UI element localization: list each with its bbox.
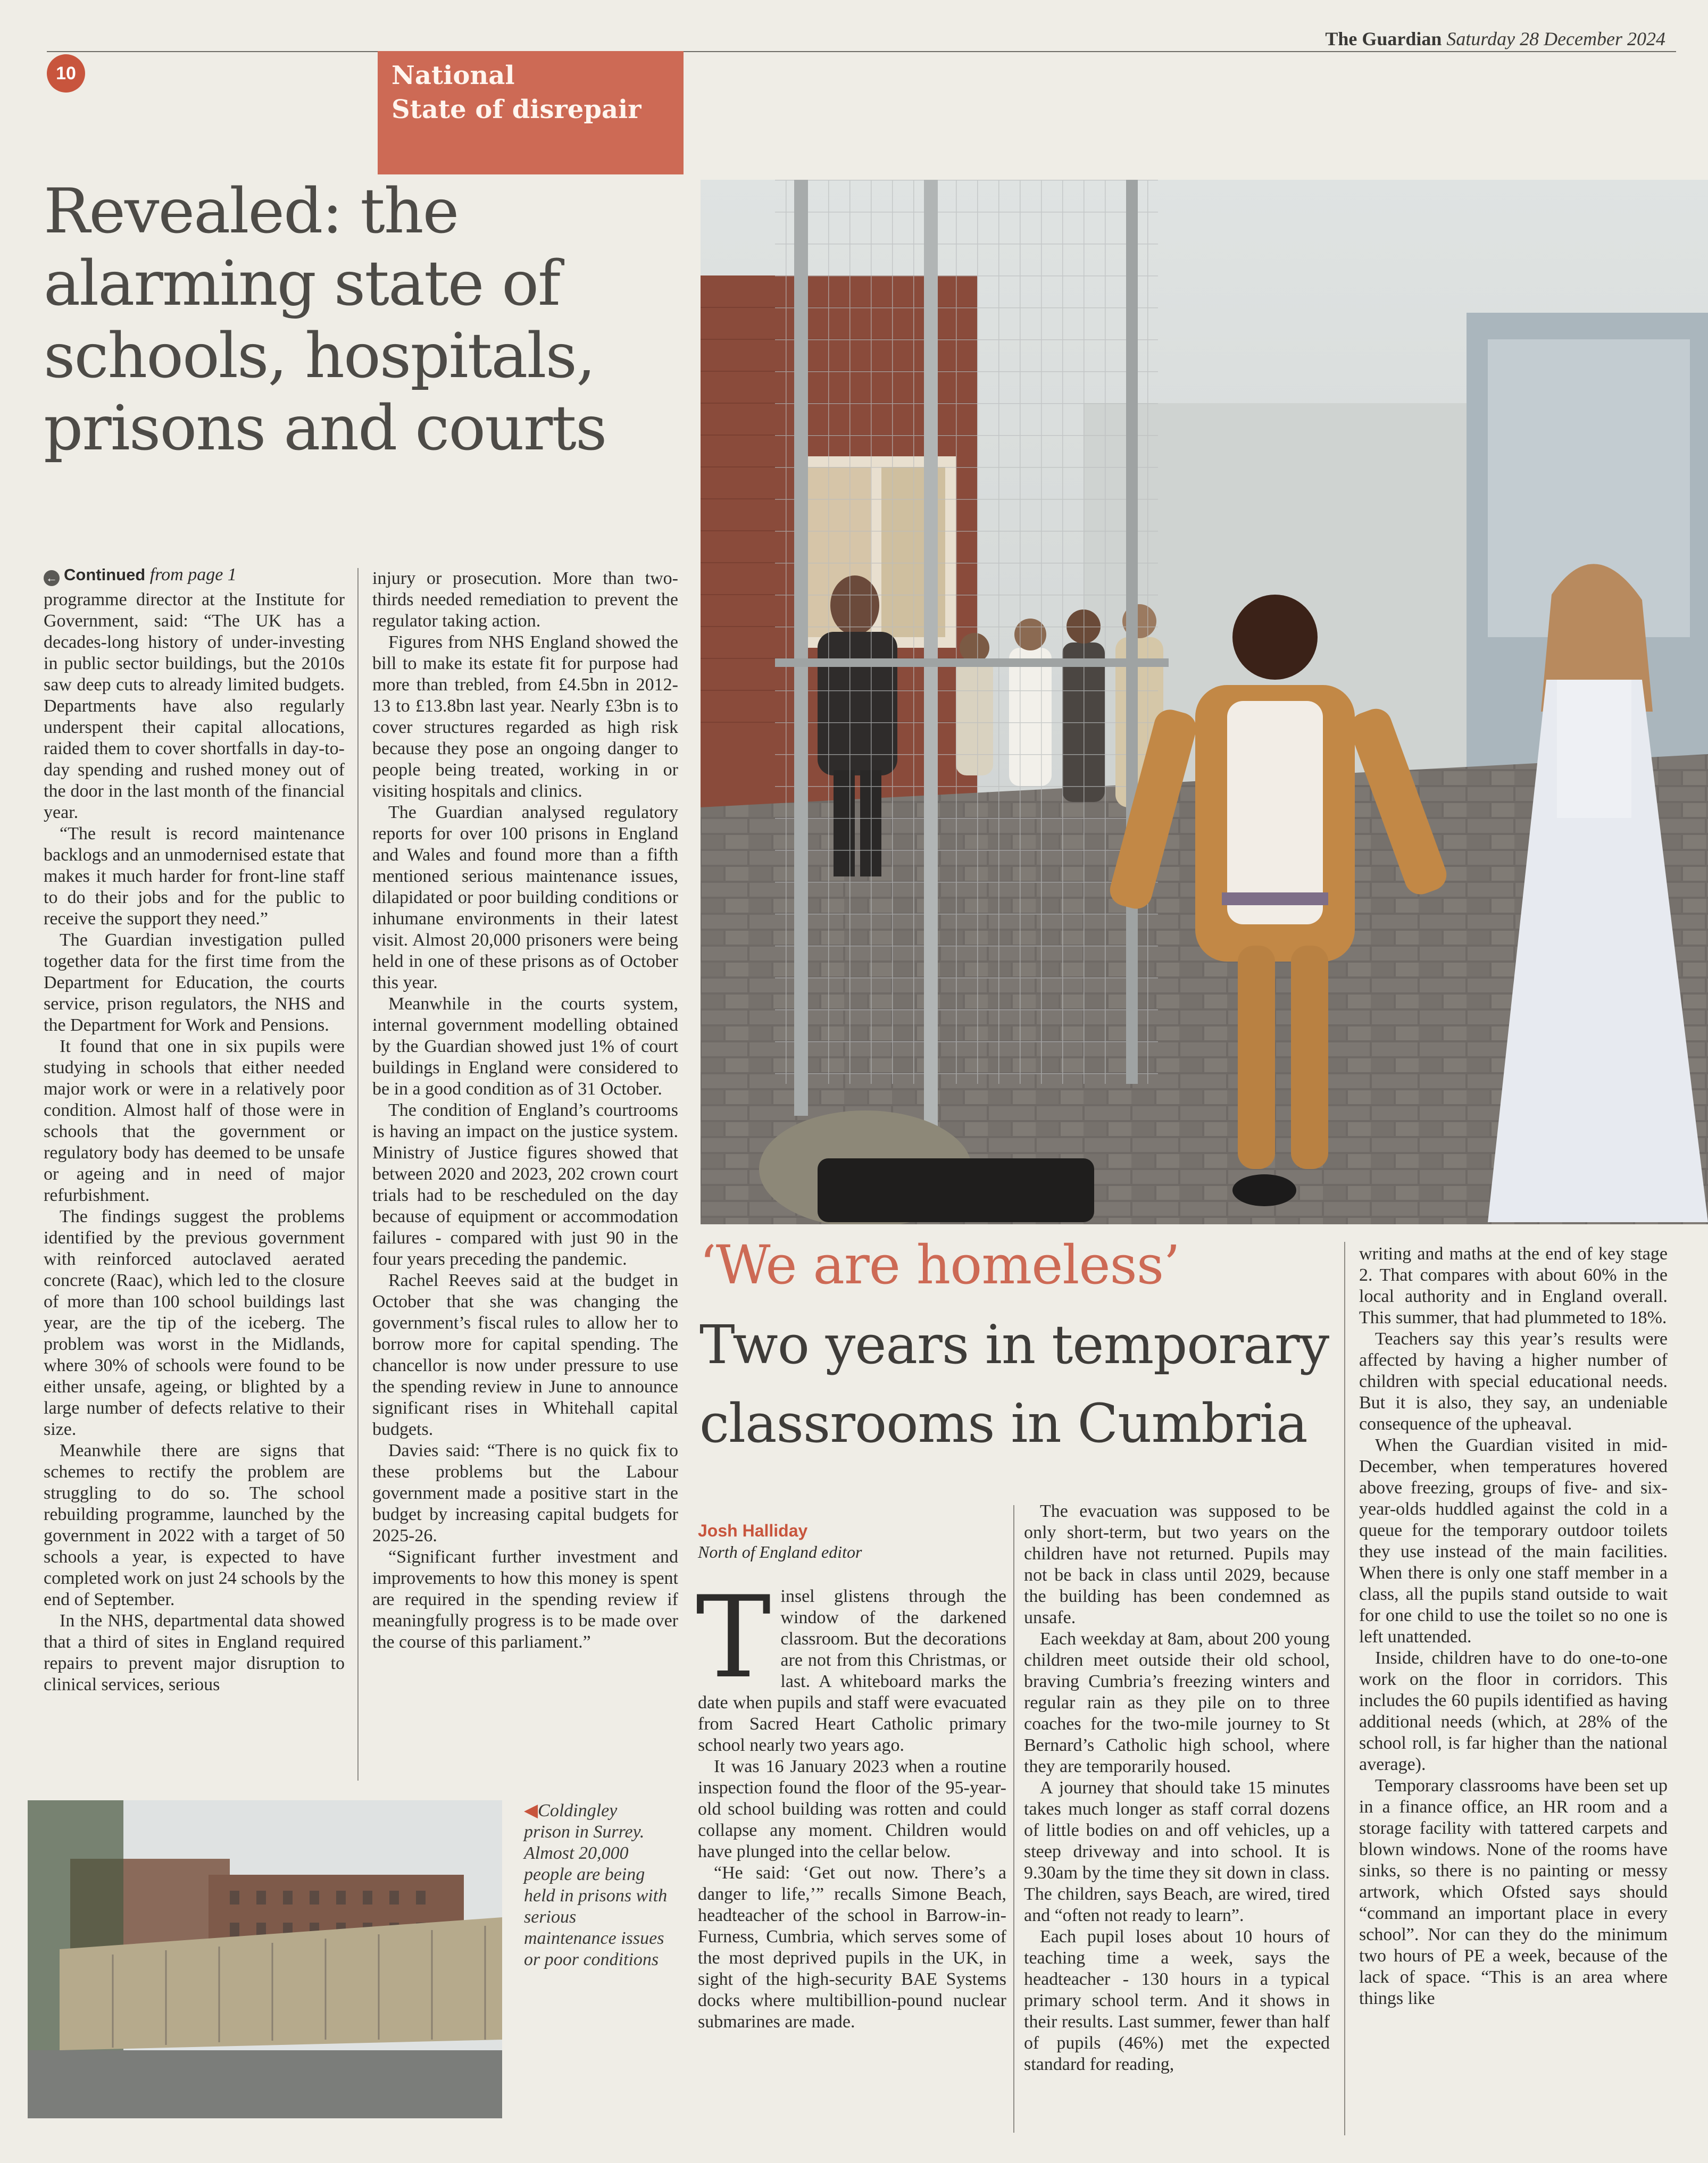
main-article-column-2 [372, 568, 678, 1653]
paragraph: Meanwhile in the courts system, internal government modelling obtained by the Guardian showed just 1% of court buildings in England were considered to be in a good condition as of 31 October. [372, 994, 678, 1099]
paragraph: Rachel Reeves said at the budget in October that she was changing the government’s fiscal rules to allow her to borrow more for capital spending. The chancellor is now under pressure to use the spending review in June to announce significant rises in Whitehall capital budgets. [372, 1271, 678, 1439]
paragraph: The evacuation was supposed to be only short-term, but two years on the children have not returned. Pupils may not be back in class until 2029, because the building has been condemned as unsafe. [1024, 1501, 1330, 1627]
continued-label: Continued [64, 565, 146, 584]
paragraph: A journey that should take 15 minutes takes much longer as staff corral dozens of little bodies on and off vehicles, up a steep driveway and into school. It is 9.30am by the time they sit down in class. The children, says Beach, are wired, tired and “often not ready to learn”. [1024, 1778, 1330, 1925]
paragraph: injury or prosecution. More than two-thirds needed remediation to prevent the regulator taking action. [372, 569, 678, 631]
column-rule [1013, 1505, 1014, 2133]
byline-name: Josh Halliday [698, 1521, 808, 1540]
paragraph: It found that one in six pupils were studying in schools that either needed major work or were in a relatively poor condition. Almost half of those were in schools that the government or regulatory body has deemed to be unsafe or ageing and in need of major refurbishment. [44, 1037, 345, 1205]
paragraph: When the Guardian visited in mid-December, when temperatures hovered above freezing, groups of five- and six-year-olds huddled against the cold in a queue for the temporary outdoor toilets they use instead of the main facilities. When there is only one staff member in a class, all the pupils stand outside to wait for one child to use the toilet so no one is left unattended. [1359, 1435, 1668, 1647]
masthead-paper: The Guardian [1325, 28, 1442, 49]
paragraph-text: insel glistens through the window of the darkened classroom. But the decorations are not from this Christmas, or last. A whiteboard marks the date when pupils and staff were evacuated from Sacred Heart Catholic primary school nearly two years ago. [698, 1586, 1006, 1755]
caption-text: Coldingley prison in Surrey. Almost 20,000 people are being held in prisons with serious maintenance issues or poor conditions [524, 1801, 668, 1969]
paragraph: The findings suggest the problems identified by the previous government with reinforced autoclaved aerated concrete (Raac), which led to the closure of more than 100 school buildings last year, are the tip of the iceberg. The problem was worst in the Midlands, where 30% of schools were found to be either unsafe, ageing, or blighted by a large number of defects relative to their size. [44, 1207, 345, 1439]
paragraph: Figures from NHS England showed the bill to make its estate fit for purpose had more than trebled, from £4.5bn in 2012-13 to £13.8bn last year. Nearly £3bn is to cover structures regarded as high risk because they pose an ongoing danger to people being treated, working in or visiting hospitals and clinics. [372, 632, 678, 801]
second-article-column-1 [696, 1572, 1006, 2033]
main-article-column-1 [44, 589, 345, 1696]
byline-role: North of England editor [698, 1542, 862, 1561]
paragraph: programme director at the Institute for Government, said: “The UK has a decades-long history of under-investing in public sector buildings, but the 2010s saw deep cuts to already limited budgets. Departments have also regularly underspent their capital allocations, raided them to cover shortfalls in day-to-day spending and rushed money out of the door in the last month of the financial year. [44, 590, 345, 822]
paragraph: Meanwhile there are signs that schemes to rectify the problem are struggling to do so. The school rebuilding programme, launched by the government in 2022 with a target of 50 schools a year, is expected to have completed work on just 24 schools by the end of September. [44, 1441, 345, 1609]
school-children-photo [701, 180, 1708, 1224]
second-article-column-3 [1359, 1243, 1668, 2009]
header-rule [47, 51, 1676, 52]
paragraph: Each pupil loses about 10 hours of teaching time a week, says the headteacher - 130 hours in a typical primary school term. And it shows in their results. Last summer, fewer than half of pupils (46%) met the expected standard for reading, [1024, 1927, 1330, 2074]
continued-from: from page 1 [149, 565, 237, 584]
paragraph: Davies said: “There is no quick fix to these problems but the Labour government made a positive start in the budget by increasing capital budgets for 2025-26. [372, 1441, 678, 1546]
caption-pointer-icon: ◀ [524, 1801, 538, 1820]
masthead-date: Saturday 28 December 2024 [1446, 28, 1665, 49]
school-children-photo-illustration [701, 180, 1708, 1224]
paragraph: “Significant further investment and improvements to how this money is spent are required in the spending review if meaningfully progress is to be made over the course of this parliament.” [372, 1547, 678, 1652]
masthead [1325, 28, 1665, 50]
paragraph: “The result is record maintenance backlogs and an unmodernised estate that makes it much harder for front-line staff to do their jobs and for the public to receive the support they need.” [44, 824, 345, 929]
paragraph: The condition of England’s courtrooms is having an impact on the justice system. Ministry of Justice figures showed that between 2020 and 2023, 202 crown court trials had to be rescheduled on the day because of equipment or accommodation failures - compared with just 90 in the four years preceding the pandemic. [372, 1100, 678, 1269]
coldingley-prison-photo-illustration [28, 1800, 502, 2118]
paragraph: In the NHS, departmental data showed that a third of sites in England required repairs to prevent major disruption to clinical services, serious [44, 1611, 345, 1694]
section-series: State of disrepair [391, 95, 641, 124]
paragraph: Inside, children have to do one-to-one work on the floor in corridors. This includes the 60 pupils identified as having additional needs (which, at 28% of the school roll, is far higher than the national average). [1359, 1648, 1668, 1774]
kicker-headline: ‘We are homeless’ [699, 1234, 1180, 1296]
section-name: National [391, 61, 515, 90]
second-headline: Two years in temporary classrooms in Cumbria [699, 1314, 1329, 1455]
paragraph: writing and maths at the end of key stage 2. That compares with about 60% in the local authority and in England overall. This summer, that had plummeted to 18%. [1359, 1244, 1668, 1327]
continued-arrow-icon: ← [44, 570, 60, 586]
prison-photo-caption [524, 1800, 668, 1970]
column-rule [357, 568, 359, 1781]
main-headline: Revealed: the alarming state of schools, hospitals, prisons and courts [44, 176, 606, 464]
coldingley-prison-photo [28, 1800, 502, 2118]
paragraph [696, 1572, 1006, 1756]
byline [698, 1520, 862, 1563]
column-rule [1344, 1242, 1345, 2135]
paragraph: It was 16 January 2023 when a routine inspection found the floor of the 95-year-old school building was rotten and could collapse any moment. Children would have plunged into the cellar below. [698, 1757, 1006, 1861]
paragraph: Each weekday at 8am, about 200 young children meet outside their old school, braving Cumbria’s freezing winters and regular rain as they pile on to three coaches for the two-mile journey to St Bernard’s Catholic high school, where they are temporarily housed. [1024, 1629, 1330, 1776]
continued-line [44, 565, 237, 586]
paragraph: Teachers say this year’s results were affected by having a higher number of children with special educational needs. But it is also, they say, an undeniable consequence of the upheaval. [1359, 1329, 1668, 1434]
paragraph: “He said: ‘Get out now. There’s a danger to life,’” recalls Simone Beach, headteacher of the school in Barrow-in-Furness, Cumbria, which serves some of the most deprived pupils in the UK, in sight of the high-security BAE Systems docks where multibillion-pound nuclear submarines are made. [698, 1863, 1006, 2032]
dropcap: T [696, 1572, 771, 1703]
paragraph: Temporary classrooms have been set up in a finance office, an HR room and a storage facility with tattered carpets and blown windows. None of the rooms have sinks, so there is no painting or messy artwork, which Ofsted says should “command an important place in every school”. Nor can they do the minimum two hours of PE a week, because of the lack of space. “This is an area where things like [1359, 1776, 1668, 2008]
paragraph: The Guardian analysed regulatory reports for over 100 prisons in England and Wales and found more than a fifth mentioned serious maintenance issues, dilapidated or poor building conditions or inhumane environments in their latest visit. Almost 20,000 prisoners were being held in one of these prisons as of October this year. [372, 803, 678, 992]
second-article-column-2 [1024, 1501, 1330, 2075]
page-number: 10 [47, 54, 85, 93]
section-label [378, 51, 684, 174]
paragraph: The Guardian investigation pulled together data for the first time from the Department for Education, the courts service, prison regulators, the NHS and the Department for Work and Pensions. [44, 930, 345, 1035]
